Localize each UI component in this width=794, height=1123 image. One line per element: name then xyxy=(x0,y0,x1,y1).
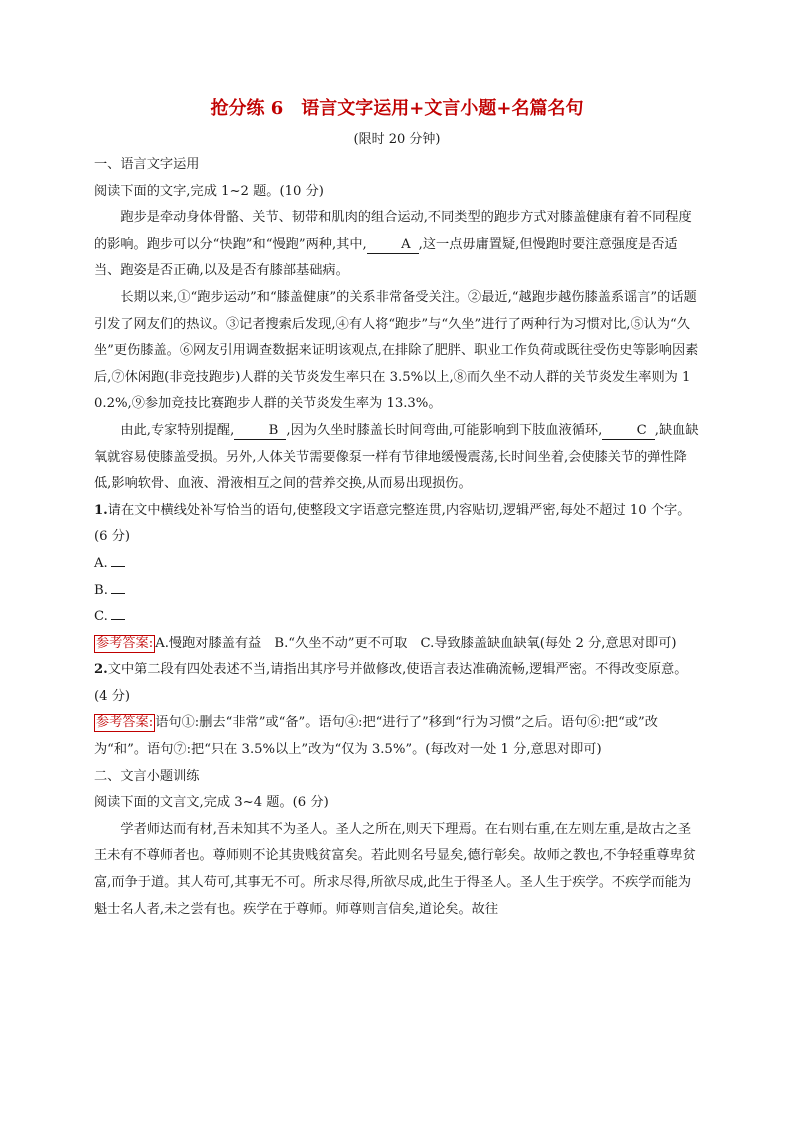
blank-c: C xyxy=(602,423,654,440)
section1-heading: 一、语言文字运用 xyxy=(94,157,200,172)
answer-tag: 参考答案: xyxy=(96,715,154,731)
question-number: 1. xyxy=(94,502,108,518)
option-b: B. xyxy=(94,578,700,605)
answer-1: 参考答案: A.慢跑对膝盖有益 B.“久坐不动”更不可取 C.导致膝盖缺血缺氧(每处 2 分,意思对即可) xyxy=(96,635,677,651)
answer-line xyxy=(111,607,125,620)
passage-paragraph-2: 长期以来,①“跑步运动”和“膝盖健康”的关系非常备受关注。②最近,“越跑步越伤膝盖系谣言”的话题引发了网友们的热议。③记者搜索后发现,④有人将“跑步”与“久坐”进行了两种行为习惯对比,⑤认为“久坐”更伤膝盖。⑥网友引用调查数据来证明该观点,在排除了肥胖、职业工作负荷或既往受伤史等影响因素后,⑦休闲跑(非竞技跑步)人群的关节炎发生率只在 3.5%以上,⑧而久坐不动人群的关节炎发生率则为 10.2%,⑨参加竞技比赛跑步人群的关节炎发生率为 13.3%。 xyxy=(94,289,699,412)
option-c: C. xyxy=(94,604,700,631)
blank-a: A xyxy=(367,237,419,254)
time-limit: (限时 20 分钟) xyxy=(353,132,441,147)
answer-line xyxy=(111,581,125,594)
section2-instruction: 阅读下面的文言文,完成 3~4 题。(6 分) xyxy=(94,795,329,811)
classical-passage: 学者师达而有材,吾未知其不为圣人。圣人之所在,则天下理焉。在右则右重,在左则左重,是故古之圣王未有不尊师者也。尊师则不论其贵贱贫富矣。若此则名号显矣,德行彰矣。故师之教也,不争轻重尊卑贫富,而争于道。其人苟可,其事无不可。所求尽得,所欲尽成,此生于得圣人。圣人生于疾学。不疾学而能为魁士名人者,未之尝有也。疾学在于尊师。师尊则言信矣,道论矣。故往 xyxy=(94,821,696,917)
answer-line xyxy=(111,554,125,567)
passage-paragraph-3: 由此,专家特别提醒, B ,因为久坐时膝盖长时间弯曲,可能影响到下肢血液循环, C ,缺血缺氧就容易使膝盖受损。另外,人体关节需要像泵一样有节律地缓慢震荡,长时间坐着,会使膝关节的弹性降低,影响软骨、血液、滑液相互之间的营养交换,从而易出现损伤。 xyxy=(94,422,699,492)
answer-2: 参考答案: 语句①:删去“非常”或“备”。语句④:把“进行了”移到“行为习惯”之后。语句⑥:把“或”改为“和”。语句⑦:把“只在 3.5%以上”改为“仅为 3.5%”。(每改对一处 1 分,意思对即可) xyxy=(94,715,658,758)
section2-heading: 二、文言小题训练 xyxy=(94,768,200,784)
section1-instruction: 阅读下面的文字,完成 1~2 题。(10 分) xyxy=(94,183,324,199)
question-2: 2.文中第二段有四处表述不当,请指出其序号并做修改,使语言表达准确流畅,逻辑严密。不得改变原意。(4 分) xyxy=(94,662,688,704)
document-page xyxy=(94,96,700,923)
passage-paragraph-1: 跑步是牵动身体骨骼、关节、韧带和肌肉的组合运动,不同类型的跑步方式对膝盖健康有着不同程度的影响。跑步可以分“快跑”和“慢跑”两种,其中, A ,这一点毋庸置疑,但慢跑时要注意强度是否适当、跑姿是否正确,以及是否有膝部基础病。 xyxy=(94,210,692,279)
option-a: A. xyxy=(94,551,700,578)
page-title: 抢分练 6 语言文字运用+文言小题+名篇名句 xyxy=(210,98,584,119)
answer-tag: 参考答案: xyxy=(96,635,154,651)
blank-b: B xyxy=(234,423,286,440)
question-number: 2. xyxy=(94,662,108,678)
question-1: 1.请在文中横线处补写恰当的语句,使整段文字语意完整连贯,内容贴切,逻辑严密,每处不超过 10 个字。(6 分) xyxy=(94,502,691,545)
